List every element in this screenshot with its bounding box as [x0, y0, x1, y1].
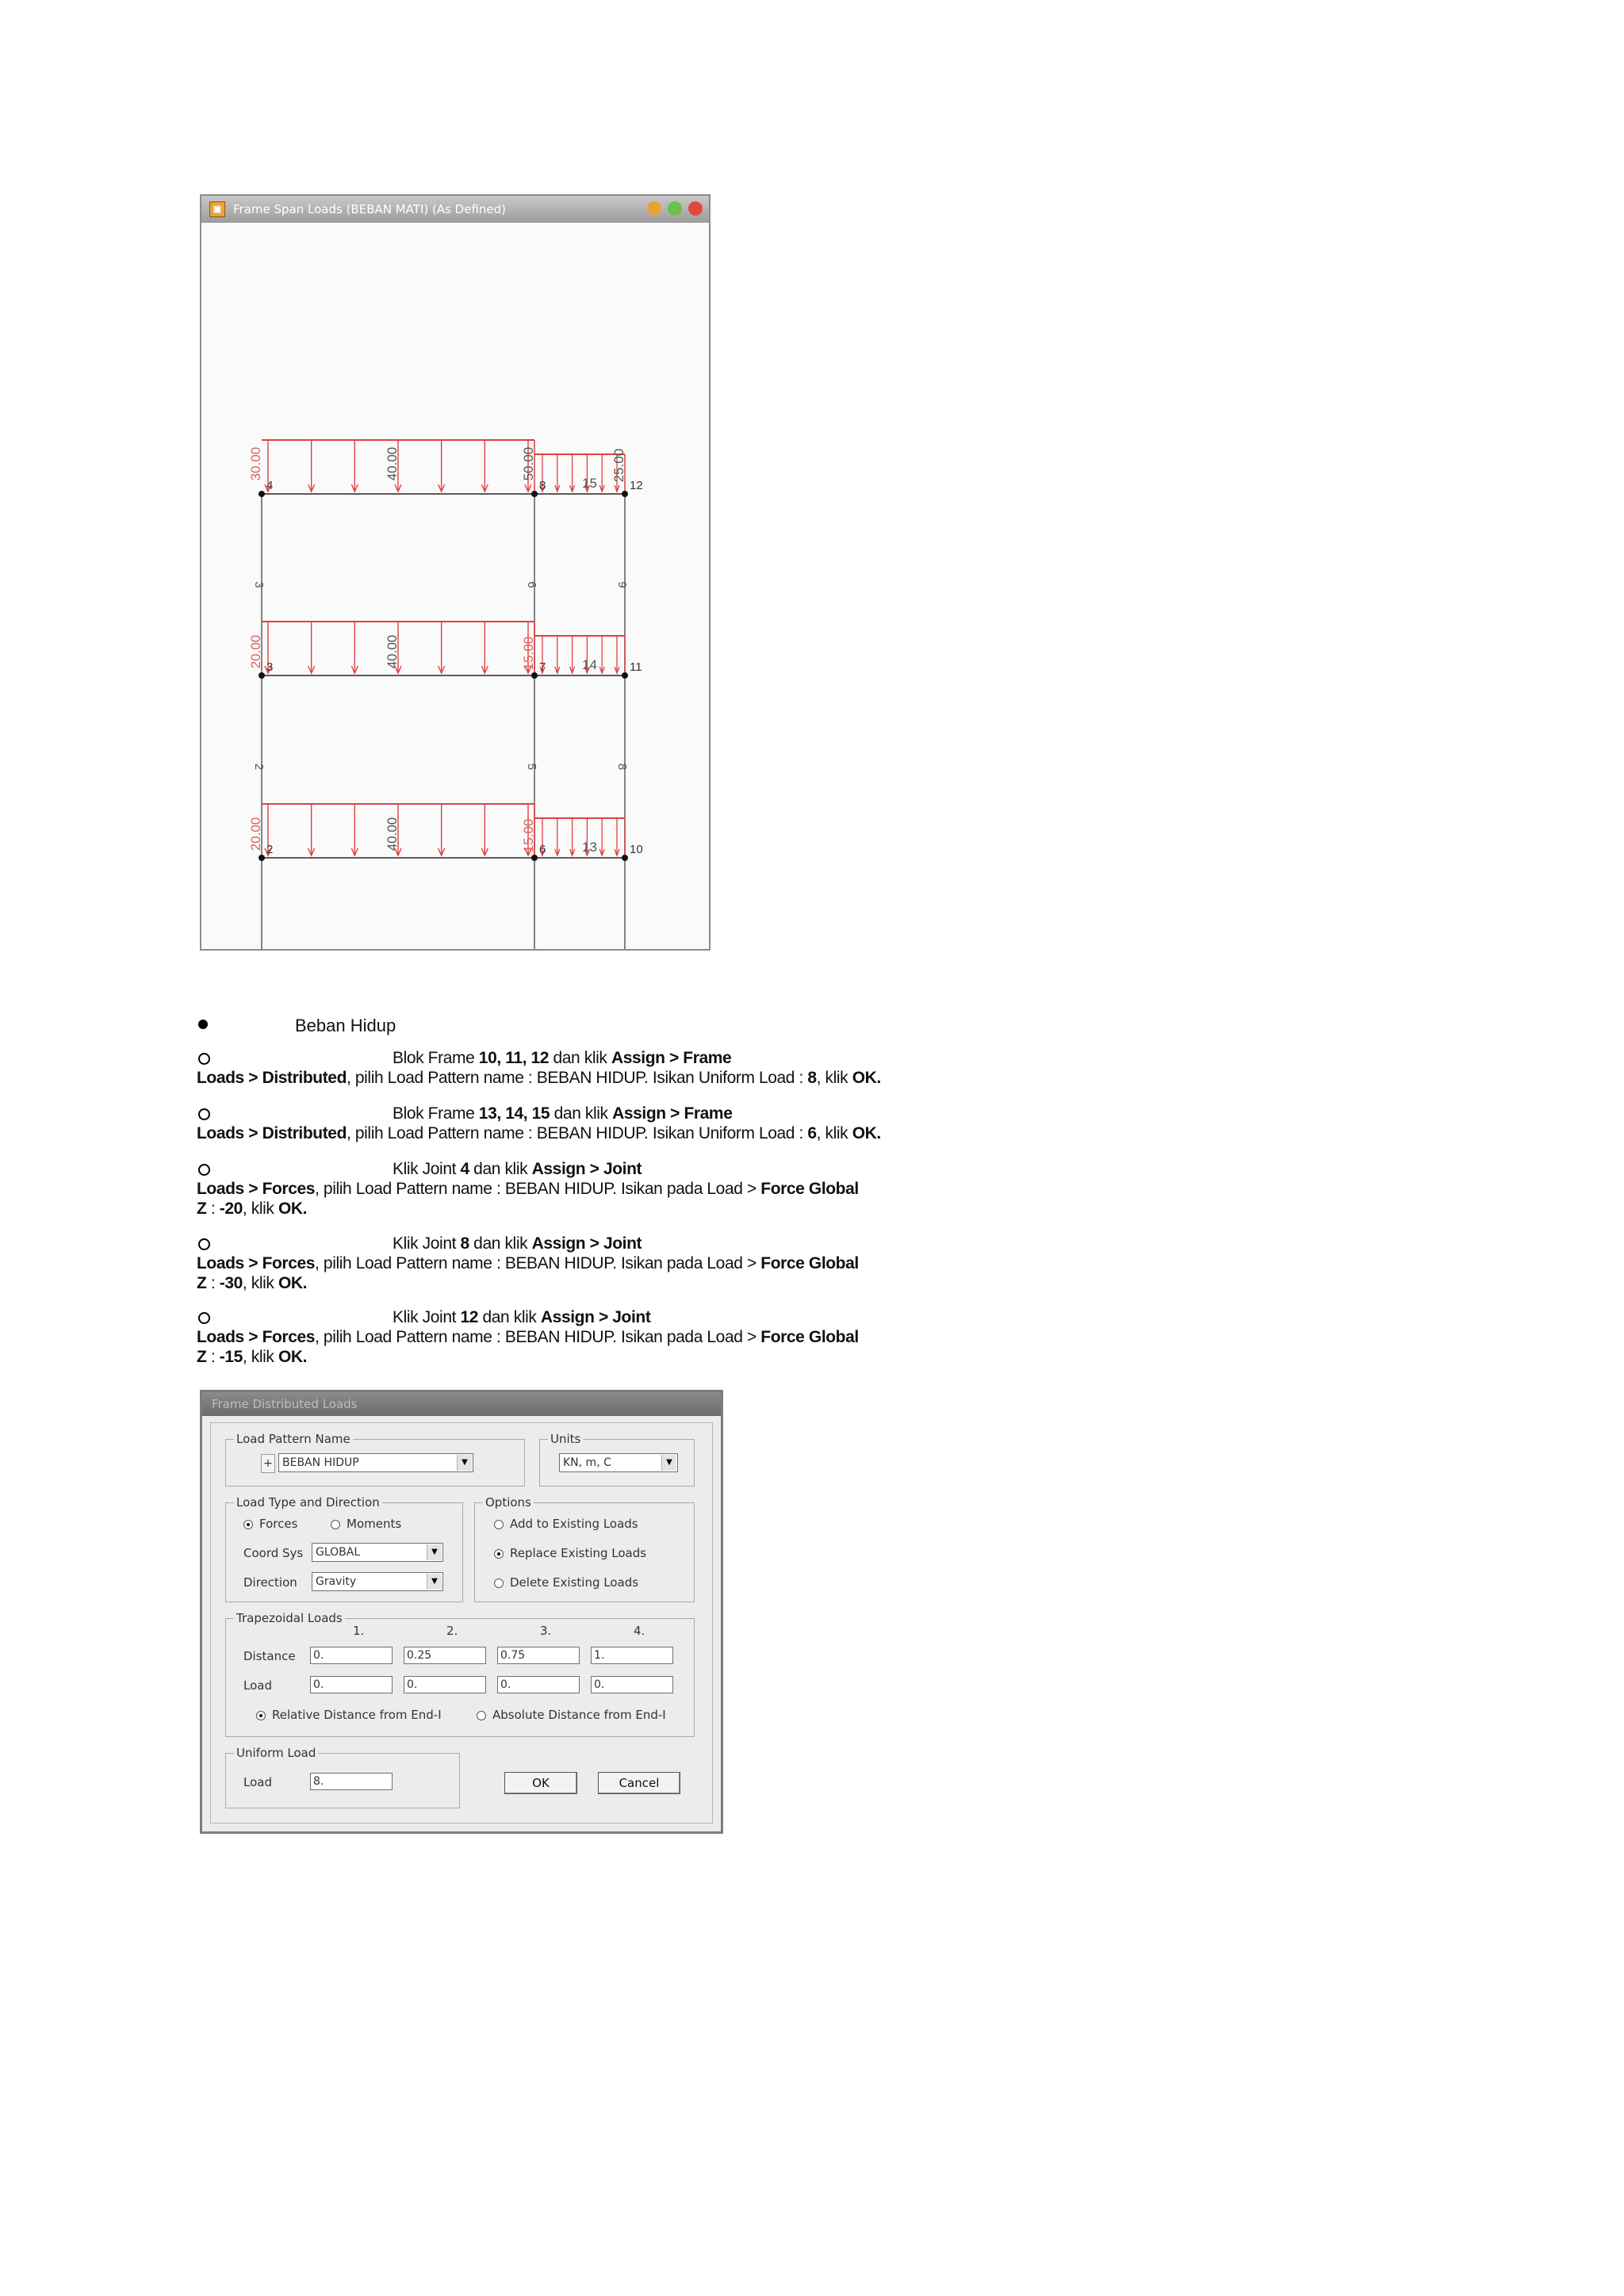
joint-dot	[531, 855, 538, 861]
instruction-item	[197, 1048, 881, 1088]
chevron-down-icon: ▼	[427, 1574, 442, 1590]
uniform-load-field[interactable]: 8.	[310, 1773, 393, 1790]
absolute-distance-label: Absolute Distance from End-I	[492, 1708, 666, 1722]
text-run: , klik	[242, 1274, 278, 1292]
joint-dot	[622, 672, 628, 679]
relative-distance-label: Relative Distance from End-I	[272, 1708, 442, 1722]
forces-radio[interactable]	[243, 1520, 253, 1529]
joint-label: 4	[266, 479, 274, 492]
joint-dot	[622, 855, 628, 861]
joint-label: 6	[539, 843, 546, 856]
relative-distance-radio[interactable]	[256, 1711, 266, 1720]
load-value-label: 30.00	[248, 446, 263, 481]
joint-dot	[622, 491, 628, 497]
bold-text: Assign > Joint	[540, 1308, 651, 1326]
replace-existing-radio[interactable]	[494, 1549, 504, 1559]
load-value-label: 15.00	[521, 636, 536, 671]
member-label: 6	[525, 581, 538, 588]
text-run: dan klik	[478, 1308, 541, 1326]
text-run: , klik	[242, 1348, 278, 1366]
instruction-item	[197, 1307, 859, 1367]
joint-label: 3	[266, 660, 274, 674]
joint-label: 8	[539, 479, 546, 492]
bold-text: 6	[807, 1124, 817, 1142]
add-load-pattern-button[interactable]: +	[261, 1454, 275, 1473]
chevron-down-icon: ▼	[457, 1455, 472, 1471]
moments-radio[interactable]	[331, 1520, 340, 1529]
window-titlebar	[201, 196, 709, 223]
bold-text: Assign > Frame	[611, 1049, 732, 1067]
text-run: , pilih Load Pattern name : BEBAN HIDUP. Isikan pada Load >	[315, 1180, 761, 1198]
bold-text: Force Global	[760, 1328, 859, 1346]
distance-label: Distance	[243, 1649, 296, 1663]
text-run: Klik Joint	[393, 1308, 461, 1326]
app-icon: ▣	[209, 201, 225, 217]
load-pattern-value: BEBAN HIDUP	[282, 1456, 359, 1469]
replace-existing-label: Replace Existing Loads	[510, 1546, 647, 1560]
bold-text: Loads > Forces	[197, 1180, 316, 1198]
text-run: :	[206, 1200, 220, 1218]
absolute-distance-radio[interactable]	[477, 1711, 486, 1720]
column-header: 4.	[634, 1624, 645, 1638]
bold-text: Assign > Joint	[531, 1160, 642, 1178]
bold-text: Z	[197, 1274, 207, 1292]
joint-dot	[531, 491, 538, 497]
instruction-item	[197, 1159, 859, 1219]
load-value-label: 40.00	[385, 817, 400, 851]
distance-field-4[interactable]: 1.	[591, 1647, 673, 1664]
load-pattern-group	[225, 1432, 525, 1487]
bold-text: Force Global	[760, 1180, 859, 1198]
load-pattern-select[interactable]	[278, 1453, 473, 1472]
load-value-label: 40.00	[385, 446, 400, 481]
frame-distributed-loads-dialog	[200, 1390, 723, 1834]
bold-text: Force Global	[760, 1254, 859, 1272]
bold-text: 12	[460, 1308, 479, 1326]
bold-text: Loads > Distributed	[197, 1069, 347, 1087]
text-run: :	[206, 1274, 220, 1292]
text-run: Blok Frame	[393, 1104, 479, 1123]
bold-text: OK.	[278, 1200, 308, 1218]
load-type-group-label: Load Type and Direction	[234, 1495, 382, 1510]
instruction-item	[197, 1104, 881, 1143]
joint-label: 11	[630, 660, 642, 674]
coord-sys-label: Coord Sys	[243, 1546, 304, 1560]
bold-text: OK.	[278, 1348, 308, 1366]
direction-select[interactable]	[312, 1572, 443, 1591]
load-value-label: 20.00	[248, 634, 263, 669]
text-run: , klik	[242, 1200, 278, 1218]
section-heading: Beban Hidup	[295, 1016, 396, 1035]
text-run: , pilih Load Pattern name : BEBAN HIDUP. Isikan Uniform Load :	[347, 1069, 808, 1087]
units-select[interactable]	[559, 1453, 678, 1472]
uniform-load-group-label: Uniform Load	[234, 1746, 318, 1760]
load-value-label: 13	[582, 840, 597, 855]
frame-model-view[interactable]	[201, 223, 709, 949]
bullet-dot	[198, 1020, 208, 1029]
text-run: dan klik	[550, 1104, 613, 1123]
joint-dot	[259, 855, 265, 861]
units-group	[539, 1432, 695, 1487]
bold-text: -15	[219, 1348, 243, 1366]
bold-text: Assign > Joint	[531, 1234, 642, 1253]
bold-text: OK.	[852, 1069, 881, 1087]
bold-text: Loads > Forces	[197, 1328, 316, 1346]
text-run: dan klik	[469, 1160, 532, 1178]
options-group-label: Options	[483, 1495, 534, 1510]
chevron-down-icon: ▼	[661, 1455, 676, 1471]
member-label: 9	[615, 581, 629, 588]
load-value-label: 15.00	[521, 818, 536, 853]
moments-label: Moments	[347, 1517, 402, 1531]
distance-field-3[interactable]: 0.75	[497, 1647, 580, 1664]
text-run: Klik Joint	[393, 1234, 461, 1253]
joint-label: 12	[630, 479, 643, 492]
joint-dot	[531, 672, 538, 679]
text-run: dan klik	[469, 1234, 532, 1253]
delete-existing-label: Delete Existing Loads	[510, 1575, 639, 1590]
load-field-1[interactable]: 0.	[310, 1676, 393, 1693]
bold-text: -30	[219, 1274, 243, 1292]
text-run: Klik Joint	[393, 1160, 461, 1178]
trapezoidal-loads-group	[225, 1611, 695, 1737]
chevron-down-icon: ▼	[427, 1544, 442, 1560]
load-field-3[interactable]: 0.	[497, 1676, 580, 1693]
load-label: Load	[243, 1678, 272, 1693]
member-label: 8	[615, 763, 629, 771]
text-run: , klik	[816, 1124, 852, 1142]
bold-text: OK.	[278, 1274, 308, 1292]
joint-dot	[259, 672, 265, 679]
add-existing-radio[interactable]	[494, 1520, 504, 1529]
load-field-4[interactable]: 0.	[591, 1676, 673, 1693]
load-value-label: 25.00	[611, 448, 626, 483]
joint-label: 10	[630, 843, 643, 856]
bold-text: Z	[197, 1348, 207, 1366]
options-group	[474, 1495, 695, 1602]
units-group-label: Units	[548, 1432, 583, 1446]
close-button[interactable]	[688, 201, 703, 216]
dialog-title: Frame Distributed Loads	[202, 1392, 721, 1416]
text-run: , pilih Load Pattern name : BEBAN HIDUP. Isikan pada Load >	[315, 1328, 761, 1346]
uniform-load-label: Load	[243, 1775, 272, 1789]
text-run: , pilih Load Pattern name : BEBAN HIDUP. Isikan Uniform Load :	[347, 1124, 808, 1142]
load-field-2[interactable]: 0.	[404, 1676, 486, 1693]
bold-text: OK.	[852, 1124, 881, 1142]
coord-sys-select[interactable]	[312, 1543, 443, 1562]
column-header: 2.	[446, 1624, 458, 1638]
text-run: dan klik	[549, 1049, 611, 1067]
bold-text: 10, 11, 12	[478, 1049, 550, 1067]
load-value-label: 40.00	[385, 634, 400, 669]
bold-text: 8	[460, 1234, 469, 1253]
direction-label: Direction	[243, 1575, 297, 1590]
load-value-label: 50.00	[521, 446, 536, 481]
uniform-load-group	[225, 1746, 460, 1808]
trapezoidal-loads-label: Trapezoidal Loads	[234, 1611, 345, 1625]
bold-text: 13, 14, 15	[478, 1104, 550, 1123]
add-existing-label: Add to Existing Loads	[510, 1517, 638, 1531]
load-value-label: 15	[582, 476, 597, 491]
member-label: 5	[525, 763, 538, 771]
coord-sys-value: GLOBAL	[316, 1546, 361, 1559]
joint-label: 7	[539, 660, 546, 674]
load-value-label: 20.00	[248, 817, 263, 851]
minimize-button[interactable]	[647, 201, 661, 216]
bold-text: 8	[807, 1069, 817, 1087]
member-label: 3	[252, 581, 266, 588]
member-label: 2	[252, 763, 266, 771]
window-title: Frame Span Loads (BEBAN MATI) (As Defined)	[233, 202, 507, 216]
load-type-group	[225, 1495, 463, 1602]
column-header: 3.	[540, 1624, 552, 1638]
forces-label: Forces	[259, 1517, 298, 1531]
bold-text: Loads > Distributed	[197, 1124, 347, 1142]
text-run: :	[206, 1348, 220, 1366]
bold-text: -20	[219, 1200, 243, 1218]
units-value: KN, m, C	[563, 1456, 611, 1469]
ok-button[interactable]: OK	[504, 1772, 577, 1794]
bold-text: Loads > Forces	[197, 1254, 316, 1272]
direction-value: Gravity	[316, 1575, 357, 1588]
joint-dot	[259, 491, 265, 497]
text-run: , klik	[816, 1069, 852, 1087]
maximize-button[interactable]	[668, 201, 682, 216]
instruction-item	[197, 1234, 859, 1293]
distance-field-2[interactable]: 0.25	[404, 1647, 486, 1664]
bold-text: 4	[460, 1160, 469, 1178]
delete-existing-radio[interactable]	[494, 1578, 504, 1588]
load-pattern-group-label: Load Pattern Name	[234, 1432, 353, 1446]
text-run: , pilih Load Pattern name : BEBAN HIDUP. Isikan pada Load >	[315, 1254, 761, 1272]
column-header: 1.	[353, 1624, 365, 1638]
frame-span-loads-window	[200, 194, 710, 951]
bold-text: Z	[197, 1200, 207, 1218]
cancel-button[interactable]: Cancel	[598, 1772, 680, 1794]
joint-label: 2	[266, 843, 274, 856]
distance-field-1[interactable]: 0.	[310, 1647, 393, 1664]
dialog-body	[210, 1422, 713, 1823]
text-run: Blok Frame	[393, 1049, 479, 1067]
bold-text: Assign > Frame	[612, 1104, 733, 1123]
load-value-label: 14	[582, 657, 597, 672]
